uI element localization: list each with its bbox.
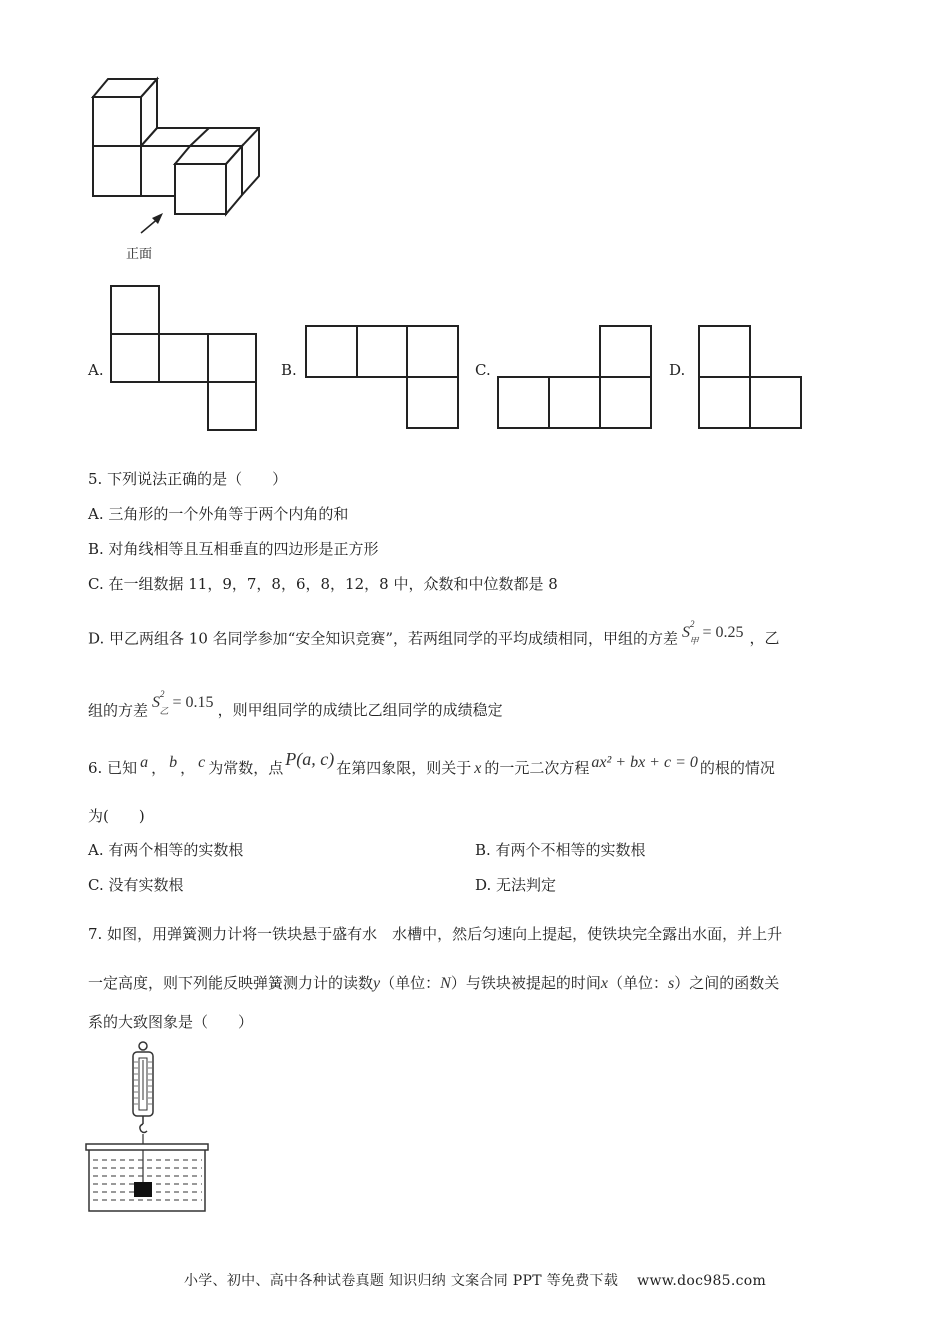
q6-option-b[interactable]: B. 有两个不相等的实数根 xyxy=(475,841,646,859)
q7-stem-line3: 系的大致图象是（ ） xyxy=(88,1013,254,1031)
q7-text-b: （单位： xyxy=(380,974,441,992)
q6-option-a[interactable]: A. 有两个相等的实数根 xyxy=(88,841,244,859)
q6-sep-1: ， xyxy=(151,759,167,777)
q5-d-variance-jia: $S^2_甲 = 0.25$ xyxy=(682,619,744,646)
q6-var-a: a xyxy=(140,754,149,771)
q6-var-b: b xyxy=(169,754,178,771)
q4-option-a-label[interactable]: A. xyxy=(88,361,104,379)
q6-point: P(a, c) xyxy=(285,749,335,769)
q6-option-d[interactable]: D. 无法判定 xyxy=(475,876,557,894)
q6-option-c[interactable]: C. 没有实数根 xyxy=(88,876,184,894)
q5-d-text-1: D. 甲乙两组各 10 名同学参加“安全知识竞赛”，若两组同学的平均成绩相同，甲组的方差 xyxy=(88,629,678,648)
q4-option-d-label[interactable]: D. xyxy=(669,361,686,379)
q5-d-text-4: ，则甲组同学的成绩比乙组同学的成绩稳定 xyxy=(217,701,503,720)
q5-d-variance-yi: $S^2_乙 = 0.15$ xyxy=(152,689,214,716)
q6-stem-line2: 为( ) xyxy=(88,807,145,825)
q6-text-2: 为常数，点 xyxy=(208,759,284,777)
q7-text-d: （单位： xyxy=(607,974,668,992)
q5-option-c[interactable]: C. 在一组数据 11，9，7，8，6，8，12，8 中，众数和中位数都是 8 xyxy=(88,575,558,593)
q5-stem: 5. 下列说法正确的是（ ） xyxy=(88,470,288,488)
q6-equation: ax² + bx + c = 0 xyxy=(591,754,698,771)
q7-var-x: x xyxy=(600,975,608,992)
q7-unit-s: s xyxy=(667,975,675,992)
q6-var-x: x xyxy=(474,760,482,777)
page-footer: 小学、初中、高中各种试卷真题 知识归纳 文案合同 PPT 等免费下载 www.doc985.com xyxy=(183,1273,767,1289)
q6-text-4: 的一元二次方程 xyxy=(484,759,590,777)
q5-d-text-3: 组的方差 xyxy=(88,701,149,720)
q4-option-b-label[interactable]: B. xyxy=(281,361,297,379)
q7-text-c: ）与铁块被提起的时间 xyxy=(450,974,601,992)
q6-text-5: 的根的情况 xyxy=(699,759,775,777)
q5-d-text-2: ，乙 xyxy=(749,629,780,648)
q6-sep-2: ， xyxy=(180,759,196,777)
q6-text-3: 在第四象限，则关于 xyxy=(336,759,472,777)
q7-var-y: y xyxy=(373,975,381,992)
q7-text-e: ）之间的函数关 xyxy=(674,974,780,992)
q4-option-c-label[interactable]: C. xyxy=(475,361,491,379)
q5-option-b[interactable]: B. 对角线相等且互相垂直的四边形是正方形 xyxy=(88,540,379,558)
q6-var-c: c xyxy=(198,754,206,771)
q5-option-a[interactable]: A. 三角形的一个外角等于两个内角的和 xyxy=(88,505,349,523)
front-label: 正面 xyxy=(126,247,153,262)
q6-text-1: 6. 已知 xyxy=(88,759,138,777)
q7-unit-n: N xyxy=(440,975,451,992)
q7-text-a: 一定高度，则下列能反映弹簧测力计的读数 xyxy=(88,974,374,992)
q7-stem-line1: 7. 如图，用弹簧测力计将一铁块悬于盛有水 水槽中，然后匀速向上提起，使铁块完全露出水面，并上升 xyxy=(88,925,783,943)
